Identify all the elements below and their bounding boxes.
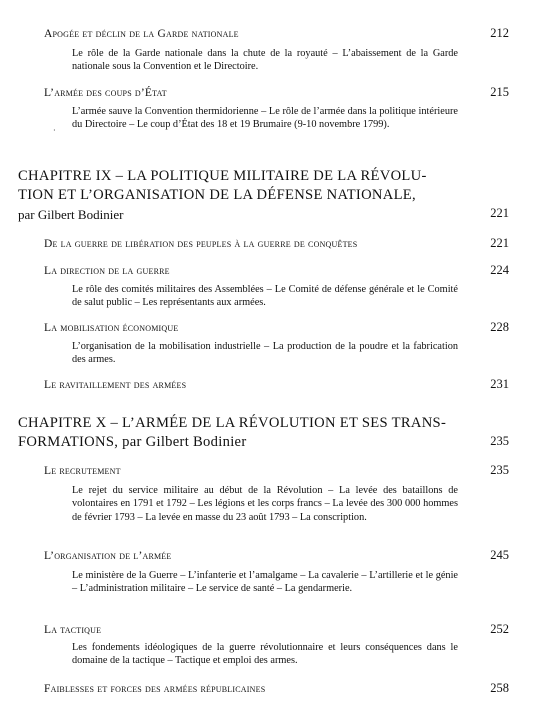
page-number: 212 xyxy=(490,26,509,40)
section-title: La tactique xyxy=(44,624,102,636)
page-number: 258 xyxy=(490,681,509,695)
page-number: 224 xyxy=(490,263,509,277)
section-title: L’organisation de l’armée xyxy=(44,550,172,562)
section-description: Le rôle des comités militaires des Assemblées – Le Comité de défense générale et le Comité de salut public – Les représentants aux armées. xyxy=(72,284,458,309)
page-number: 235 xyxy=(490,463,509,477)
section-title: La direction de la guerre xyxy=(44,265,170,277)
section-title: Apogée et déclin de la Garde nationale xyxy=(44,28,239,40)
section-description: Le rôle de la Garde nationale dans la chute de la royauté – L’abaissement de la Garde nationale sous la Convention et le Directoire. xyxy=(72,48,458,73)
section-title: Faiblesses et forces des armées républicaines xyxy=(44,683,266,695)
margin-dot: · xyxy=(53,126,56,135)
chapter-line: FORMATIONS, par Gilbert Bodinier xyxy=(18,434,247,450)
page-number: 252 xyxy=(490,622,509,636)
section-description: Le rejet du service militaire au début de la Révolution – La levée des bataillons de volontaires en 1791 et 1792 – Les légions et les corps francs – La levée des 300 000 hommes de février 1793 – La levée en masse du 23 août 1793 – La conscription. xyxy=(72,485,458,523)
section-title: La mobilisation économique xyxy=(44,322,179,334)
page-number: 231 xyxy=(490,377,509,391)
page-number: 215 xyxy=(490,85,509,99)
section-title: De la guerre de libération des peuples à la guerre de conquêtes xyxy=(44,238,358,250)
chapter-heading xyxy=(18,414,478,452)
page-number: 228 xyxy=(490,320,509,334)
section-title: L’armée des coups d’État xyxy=(44,87,167,99)
chapter-author: par Gilbert Bodinier xyxy=(18,207,124,222)
page-number: 235 xyxy=(490,434,509,448)
page-number: 221 xyxy=(490,206,509,220)
chapter-line: TION ET L’ORGANISATION DE LA DÉFENSE NATIONALE, xyxy=(18,187,416,203)
section-description: Le ministère de la Guerre – L’infanterie et l’amalgame – La cavalerie – L’artillerie et le génie – L’administration militaire – Le service de santé – La gendarmerie. xyxy=(72,570,458,595)
chapter-line: CHAPITRE X – L’ARMÉE DE LA RÉVOLUTION ET SES TRANS- xyxy=(18,415,447,431)
section-title: Le ravitaillement des armées xyxy=(44,379,187,391)
section-description: L’armée sauve la Convention thermidorienne – Le rôle de l’armée dans la politique intérieure du Directoire – Le coup d’État des 18 et 19 Brumaire (9-10 novembre 1799). xyxy=(72,106,458,131)
chapter-heading xyxy=(18,167,478,224)
section-description: Les fondements idéologiques de la guerre révolutionnaire et leurs conséquences dans le domaine de la tactique – Tactique et emploi des armes. xyxy=(72,642,458,667)
section-description: L’organisation de la mobilisation industrielle – La production de la poudre et la fabrication des armes. xyxy=(72,341,458,366)
page-number: 245 xyxy=(490,548,509,562)
section-title: Le recrutement xyxy=(44,465,121,477)
chapter-line: CHAPITRE IX – LA POLITIQUE MILITAIRE DE LA RÉVOLU- xyxy=(18,168,427,184)
page-number: 221 xyxy=(490,236,509,250)
